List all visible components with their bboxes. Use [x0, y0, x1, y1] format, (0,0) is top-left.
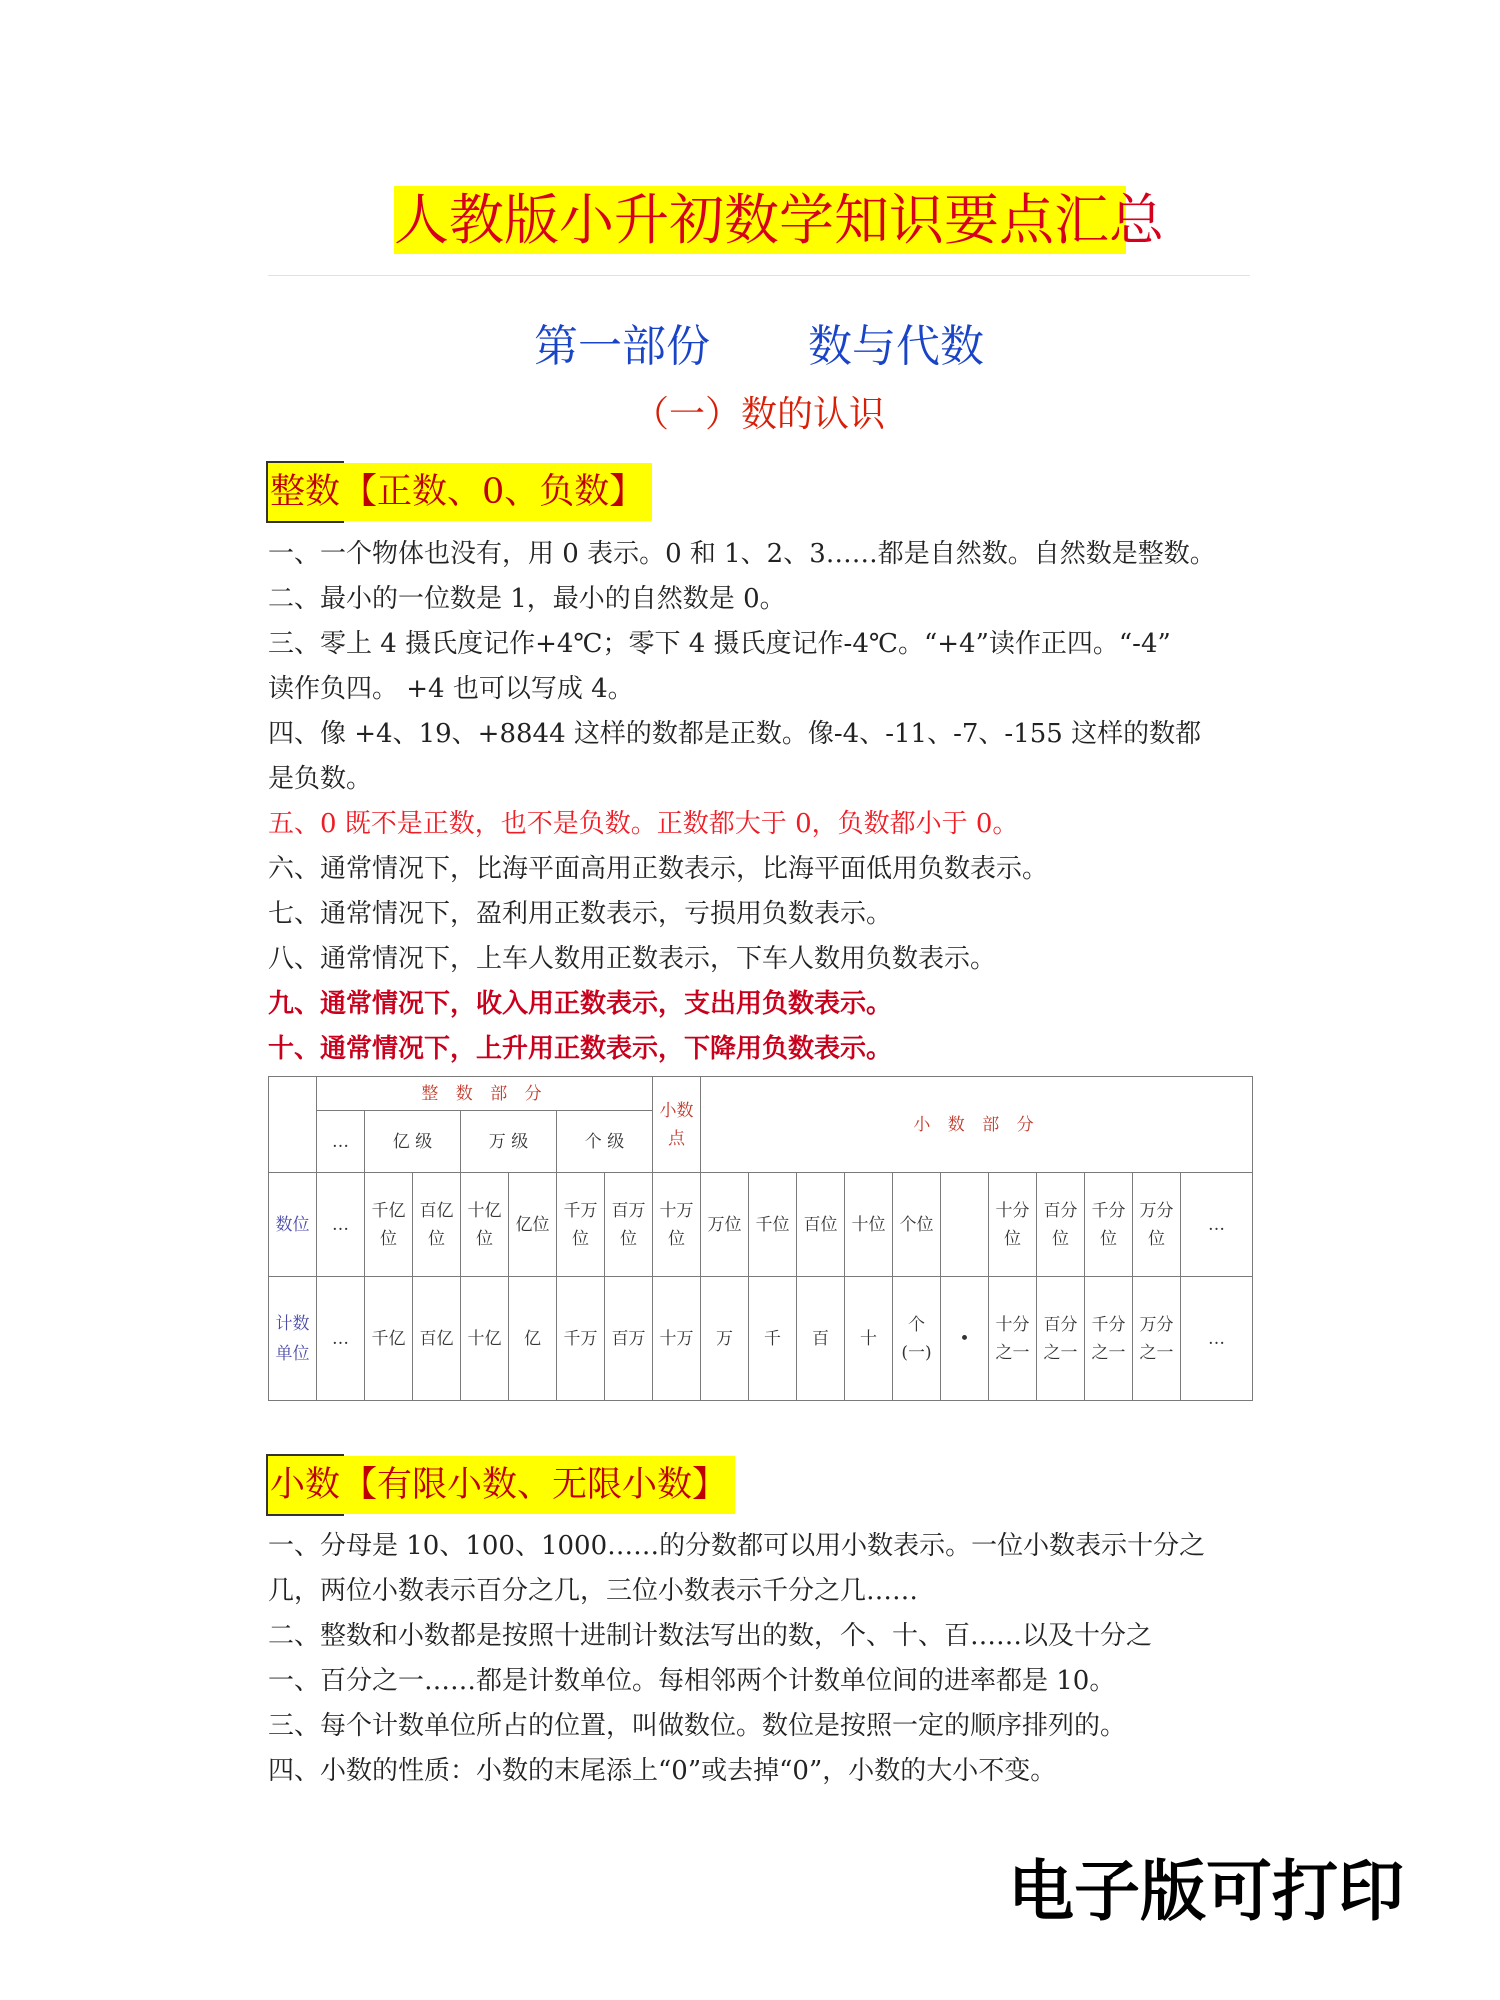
table-cell: 千分之一	[1085, 1277, 1133, 1401]
list-item: 几，两位小数表示百分之几，三位小数表示千分之几……	[268, 1576, 919, 1606]
table-cell: 个(一)	[893, 1277, 941, 1401]
list-item: 十、通常情况下，上升用正数表示，下降用负数表示。	[268, 1034, 893, 1064]
list-item: 四、小数的性质：小数的末尾添上“0”或去掉“0”，小数的大小不变。	[268, 1756, 1057, 1786]
table-cell: 十亿	[461, 1277, 509, 1401]
table-cell: 千分位	[1085, 1173, 1133, 1277]
group-wan: 万 级	[461, 1111, 557, 1173]
list-item: 一、一个物体也没有，用 0 表示。0 和 1、2、3……都是自然数。自然数是整数。	[268, 539, 1216, 569]
page-title: 人教版小升初数学知识要点汇总	[394, 188, 1165, 252]
group-ge: 个 级	[557, 1111, 653, 1173]
row-label-danwei: 计数单位	[269, 1277, 317, 1401]
table-corner	[269, 1077, 317, 1173]
footer-note: 电子版可打印	[1008, 1853, 1404, 1930]
list-item: 一、百分之一……都是计数单位。每相邻两个计数单位间的进率都是 10。	[268, 1666, 1116, 1696]
group-yi: 亿 级	[365, 1111, 461, 1173]
list-item: 二、整数和小数都是按照十进制计数法写出的数，个、十、百……以及十分之	[268, 1621, 1153, 1651]
list-item: 四、像 +4、19、+8844 这样的数都是正数。像-4、-11、-7、-155 这样的数都	[268, 719, 1202, 749]
table-cell	[941, 1173, 989, 1277]
list-item: 九、通常情况下，收入用正数表示，支出用负数表示。	[268, 989, 893, 1019]
list-item: 三、每个计数单位所占的位置，叫做数位。数位是按照一定的顺序排列的。	[268, 1711, 1127, 1741]
table-cell: 百万位	[605, 1173, 653, 1277]
table-cell: 个位	[893, 1173, 941, 1277]
integer-part-header: 整 数 部 分	[317, 1077, 653, 1111]
list-item: 八、通常情况下，上车人数用正数表示，下车人数用负数表示。	[268, 944, 997, 974]
table-cell: 百分位	[1037, 1173, 1085, 1277]
integers-list	[268, 532, 1258, 1072]
table-cell: 百位	[797, 1173, 845, 1277]
decimal-point-header: 小数点	[653, 1077, 701, 1173]
list-item: 七、通常情况下，盈利用正数表示，亏损用负数表示。	[268, 899, 893, 929]
place-value-table	[268, 1076, 1253, 1401]
table-cell: 千亿位	[365, 1173, 413, 1277]
table-cell: 十万	[653, 1277, 701, 1401]
list-item: 一、分母是 10、100、1000……的分数都可以用小数表示。一位小数表示十分之	[268, 1531, 1206, 1561]
table-cell: 千位	[749, 1173, 797, 1277]
decimal-part-header: 小 数 部 分	[701, 1077, 1253, 1173]
group-ellipsis: …	[317, 1111, 365, 1173]
table-cell: •	[941, 1277, 989, 1401]
table-cell: 十亿位	[461, 1173, 509, 1277]
list-item: 二、最小的一位数是 1，最小的自然数是 0。	[268, 584, 786, 614]
title-divider	[268, 275, 1250, 276]
table-cell: 百分之一	[1037, 1277, 1085, 1401]
table-cell: 十	[845, 1277, 893, 1401]
table-cell: 万	[701, 1277, 749, 1401]
table-cell: 十分位	[989, 1173, 1037, 1277]
table-cell: 千亿	[365, 1277, 413, 1401]
integers-heading-key: 整数	[268, 463, 342, 521]
table-cell: …	[317, 1173, 365, 1277]
table-cell: 百	[797, 1277, 845, 1401]
table-cell: 亿位	[509, 1173, 557, 1277]
table-cell: 万位	[701, 1173, 749, 1277]
table-cell: 千	[749, 1277, 797, 1401]
list-item: 五、0 既不是正数，也不是负数。正数都大于 0，负数都小于 0。	[268, 809, 1019, 839]
table-cell: 百亿位	[413, 1173, 461, 1277]
row-label-weishu: 数位	[269, 1173, 317, 1277]
table-cell: 亿	[509, 1277, 557, 1401]
list-item: 六、通常情况下，比海平面高用正数表示，比海平面低用负数表示。	[268, 854, 1049, 884]
table-cell: 万分之一	[1133, 1277, 1181, 1401]
table-cell: …	[1181, 1277, 1253, 1401]
table-cell: 百亿	[413, 1277, 461, 1401]
list-item: 是负数。	[268, 764, 373, 794]
decimals-heading-key: 小数	[268, 1456, 342, 1514]
table-cell: 十位	[845, 1173, 893, 1277]
integers-heading-rest: 【正数、0、负数】	[342, 463, 652, 521]
part-heading: 第一部份 数与代数	[534, 321, 984, 372]
table-cell: 千万	[557, 1277, 605, 1401]
table-cell: 十万位	[653, 1173, 701, 1277]
section-subheading: （一）数的认识	[632, 394, 885, 435]
table-cell: 万分位	[1133, 1173, 1181, 1277]
table-cell: 十分之一	[989, 1277, 1037, 1401]
decimals-list	[268, 1524, 1258, 1794]
table-cell: …	[1181, 1173, 1253, 1277]
table-cell: …	[317, 1277, 365, 1401]
table-cell: 千万位	[557, 1173, 605, 1277]
list-item: 读作负四。 +4 也可以写成 4。	[268, 674, 634, 704]
decimals-heading	[268, 1456, 735, 1514]
integers-heading	[268, 463, 652, 521]
list-item: 三、零上 4 摄氏度记作+4℃；零下 4 摄氏度记作-4℃。“+4”读作正四。“-4”	[268, 629, 1171, 659]
table-cell: 百万	[605, 1277, 653, 1401]
decimals-heading-rest: 【有限小数、无限小数】	[342, 1456, 735, 1514]
